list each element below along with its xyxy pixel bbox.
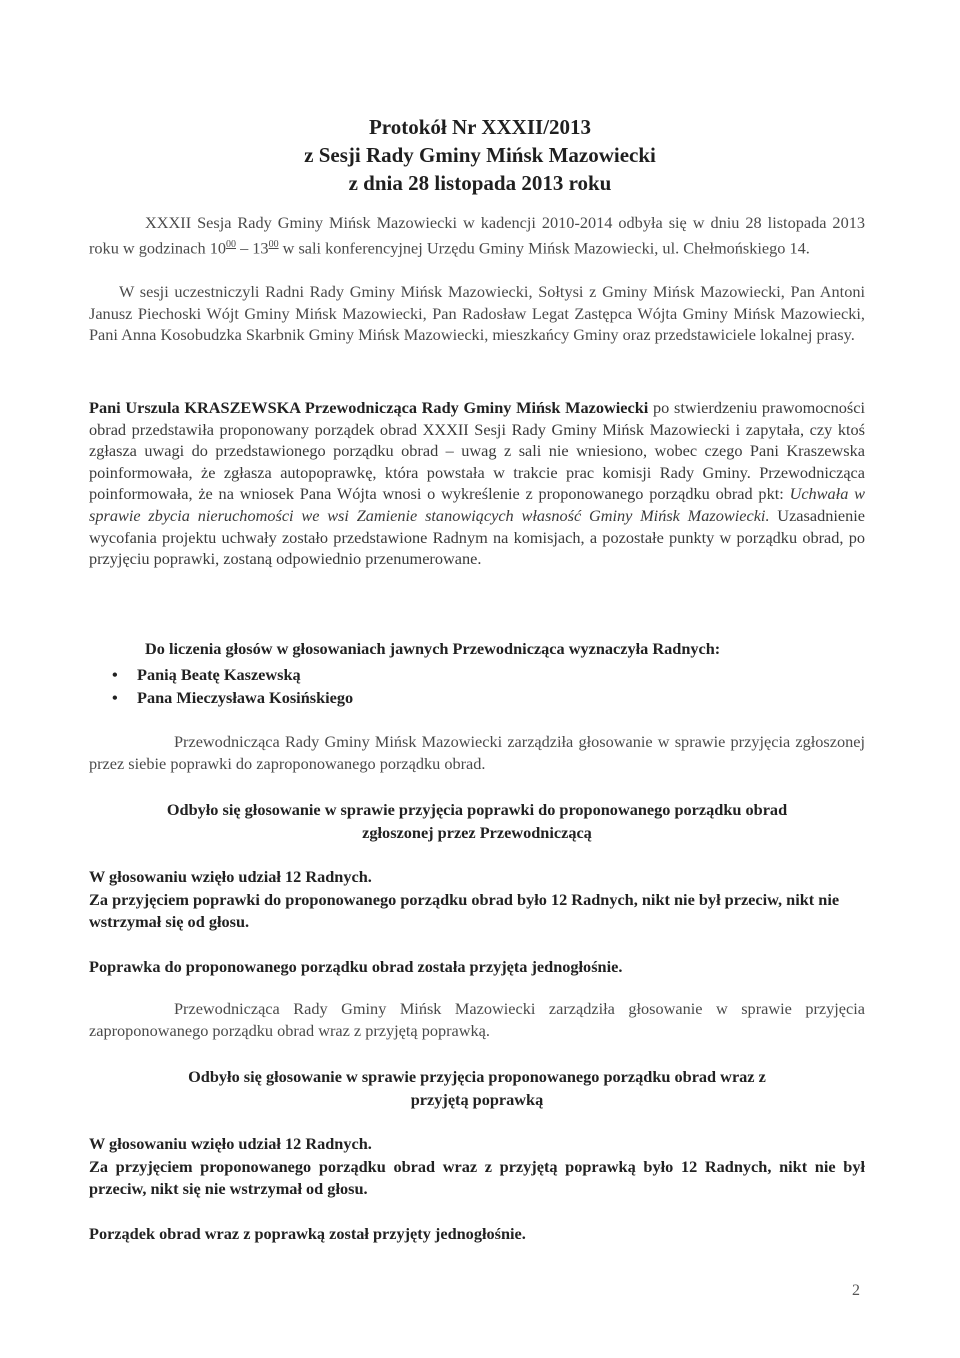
chair-paragraph (89, 397, 865, 570)
vote2-title-line1: Odbyło się głosowanie w sprawie przyjęcia proponowanego porządku obrad wraz z (188, 1067, 766, 1086)
intro-paragraph (89, 212, 865, 259)
vote1-result: Za przyjęciem poprawki do proponowanego porządku obrad było 12 Radnych, nikt nie był przeciw, nikt nie wstrzymał się od głosu. (89, 890, 840, 931)
vote2-intro: Przewodnicząca Rady Gminy Mińsk Mazowiecki zarządziła głosowanie w sprawie przyjęcia zaproponowanego porządku obrad wraz z przyjętą poprawką. (89, 999, 865, 1040)
protocol-title: Protokół Nr XXXII/2013 (368, 115, 592, 139)
counter-name: Panią Beatę Kaszewską (137, 665, 301, 684)
withdrawn-resolution-title: Uchwała w sprawie zbycia nieruchomości we wsi Zamienie stanowiących własność Gminy Mińsk Mazowiecki. (89, 484, 865, 525)
bullet-icon: • (112, 665, 118, 684)
vote1-intro: Przewodnicząca Rady Gminy Mińsk Mazowiecki zarządziła głosowanie w sprawie przyjęcia zgłoszonej przez siebie poprawki do zaproponowanego porządku obrad. (89, 732, 865, 773)
vote2-title-line2: przyjętą poprawką (410, 1090, 544, 1109)
attendance-paragraph: W sesji uczestniczyli Radni Rady Gminy Mińsk Mazowiecki, Sołtysi z Gminy Mińsk Mazowiecki, Pan Antoni Janusz Piechoski Wójt Gminy Mińsk Mazowiecki, Pan Radosław Legat Zastępca Wójta Gminy Mińsk Mazowiecki, Pani Anna Kosobudzka Skarbnik Gminy Mińsk Mazowiecki, mieszkańcy Gminy oraz przedstawiciele lokalnej prasy. (89, 282, 865, 345)
intro-time-separator: – 13 (236, 238, 269, 258)
counter-name: Pana Mieczysława Kosińskiego (137, 688, 354, 707)
vote2-result: Za przyjęciem proponowanego porządku obrad wraz z przyjętą poprawką było 12 Radnych, nikt nie był przeciw, nikt się nie wstrzymał od głosu. (89, 1157, 865, 1198)
page-number: 2 (852, 1282, 860, 1299)
intro-text-start: XXXII Sesja Rady Gminy Mińsk Mazowiecki w kadencji 2010-2014 odbyła się w dniu 28 listopada 2013 roku w godzinach 10 (89, 213, 865, 258)
vote-counters-heading: Do liczenia głosów w głosowaniach jawnych Przewodnicząca wyznaczyła Radnych: (145, 639, 721, 658)
vote1-title-line2: zgłoszonej przez Przewodniczącą (362, 823, 592, 842)
chair-name: Pani Urszula KRASZEWSKA Przewodnicząca Rady Gminy Mińsk Mazowiecki (89, 398, 649, 417)
session-date: z dnia 28 listopada 2013 roku (348, 171, 612, 195)
counter-item (112, 664, 301, 686)
session-title: z Sesji Rady Gminy Mińsk Mazowiecki (304, 143, 656, 167)
vote1-participation: W głosowaniu wzięło udział 12 Radnych. (89, 867, 372, 886)
chair-text-1: po stwierdzeniu prawomocności obrad przedstawiła proponowany porządek obrad XXXII Sesji Rady Gminy Mińsk Mazowiecki i zapytała, czy ktoś zgłasza uwagi do przedstawionego porządku obrad – uwag z sali nie wniesiono, wobec czego Pani Kraszewska poinformowała, że zgłasza autopoprawkę, która powstała w trakcie prac komisji Rady Gminy. Przewodnicząca poinformowała, że na wniosek Pana Wójta wnosi o wykreślenie z proponowanego porządku obrad pkt: (89, 398, 866, 504)
bullet-icon: • (112, 688, 118, 707)
intro-text-end: w sali konferencyjnej Urzędu Gminy Mińsk Mazowiecki, ul. Chełmońskiego 14. (278, 238, 810, 258)
vote1-conclusion: Poprawka do proponowanego porządku obrad została przyjęta jednogłośnie. (89, 957, 623, 976)
vote1-title-line1: Odbyło się głosowanie w sprawie przyjęcia poprawki do proponowanego porządku obrad (166, 800, 788, 819)
chair-text-2: Uzasadnienie wycofania projektu uchwały zostało przedstawione Radnym na komisjach, a pozostałe punkty w porządku obrad, po przyjęciu poprawki, zostaną odpowiednio przenumerowane. (89, 505, 866, 569)
end-time-minutes: 00 (268, 238, 279, 250)
start-time-minutes: 00 (226, 238, 236, 250)
vote2-conclusion: Porządek obrad wraz z poprawką został przyjęty jednogłośnie. (89, 1224, 526, 1243)
counter-item (112, 687, 353, 709)
vote2-participation: W głosowaniu wzięło udział 12 Radnych. (89, 1134, 372, 1153)
